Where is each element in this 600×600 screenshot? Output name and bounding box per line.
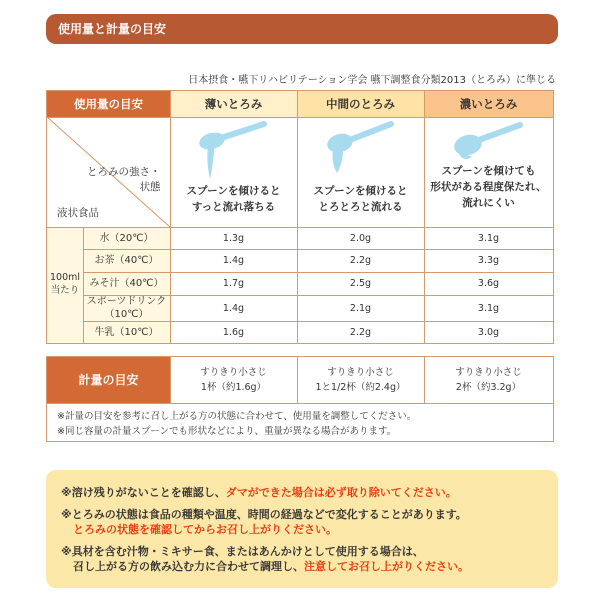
desc-thin-line2: すっと流れ落ちる — [191, 201, 276, 213]
grid-line — [47, 403, 553, 404]
grid-line — [83, 227, 84, 343]
value-cell: 2.5g — [349, 278, 372, 289]
value-cell: 3.3g — [477, 255, 500, 266]
spoon-amount-thin: すりきり小さじ 1杯（約1.6g） — [200, 367, 267, 393]
grid-line — [83, 272, 553, 273]
grid-line — [297, 357, 298, 403]
grid-line — [170, 91, 171, 343]
value-cell: 1.7g — [222, 278, 245, 289]
value-cell: 3.6g — [477, 278, 500, 289]
caution-line-5: 召し上がる方の飲み込む力に合わせて調理し、注意してお召し上がりください。 — [73, 560, 469, 573]
food-label: 液状食品 — [57, 207, 99, 219]
grid-line — [83, 295, 553, 296]
row-label-tea: お茶（40℃） — [83, 249, 170, 272]
caution-line-3: とろみの状態を確認してからお召し上がりください。 — [73, 523, 337, 536]
value-cell: 1.4g — [222, 255, 245, 266]
corner-header: 使用量の目安 — [47, 91, 170, 117]
grid-line — [47, 117, 553, 118]
value-cell: 2.2g — [349, 255, 372, 266]
value-cell: 2.2g — [349, 326, 372, 338]
caution-line-2: ※とろみの状態は食品の種類や温度、時間の経過などで変化することがあります。 — [61, 508, 467, 521]
spoon-medium-icon — [325, 121, 397, 183]
value-cell: 1.4g — [222, 302, 245, 314]
grid-line — [424, 357, 425, 403]
row-label-milk: 牛乳（10℃） — [83, 321, 170, 343]
value-cell: 3.0g — [477, 326, 500, 338]
desc-medium-line1: スプーンを傾けると — [313, 185, 408, 197]
desc-thick-line1: スプーンを傾けても — [441, 165, 536, 177]
spoon-amount-medium: すりきり小さじ 1と1/2杯（約2.4g） — [315, 367, 406, 393]
usage-table — [46, 90, 554, 344]
desc-medium — [297, 117, 424, 227]
value-cell: 1.3g — [222, 232, 245, 244]
row-label-sports-drink: スポーツドリンク（10℃） — [83, 295, 170, 321]
section-title: 使用量と計量の目安 — [46, 14, 558, 44]
level-header-thick: 濃いとろみ — [424, 91, 553, 117]
spoon-thin-icon — [198, 121, 270, 183]
standard-note: 日本摂食・嚥下リハビリテーション学会 嚥下調整食分類2013（とろみ）に準じる — [188, 75, 556, 86]
desc-thick — [424, 117, 553, 227]
caution-line-4: ※具材を含む汁物・ミキサー食、またはあんかけとして使用する場合は、 — [61, 545, 424, 558]
grid-line — [47, 227, 553, 228]
value-cell: 1.6g — [222, 326, 245, 338]
desc-thin — [170, 117, 297, 227]
level-header-thin: 薄いとろみ — [170, 91, 297, 117]
value-cell: 2.1g — [349, 302, 372, 314]
desc-thick-line3: 流れにくい — [462, 197, 515, 209]
diagonal-header-cell — [47, 117, 170, 227]
caution-box — [46, 470, 558, 588]
strength-label: とろみの強さ・ 状態 — [87, 166, 161, 193]
spoon-amount-thick: すりきり小さじ 2杯（約3.2g） — [455, 367, 522, 393]
row-label-miso-soup: みそ汁（40℃） — [83, 272, 170, 295]
row-label-water: 水（20℃） — [83, 227, 170, 249]
value-cell: 3.1g — [477, 232, 500, 244]
caution-line-1: ※溶け残りがないことを確認し、ダマができた場合は必ず取り除いてください。 — [61, 486, 457, 499]
grid-line — [424, 91, 425, 343]
desc-medium-line2: とろとろと流れる — [318, 201, 403, 213]
grid-line — [83, 321, 553, 322]
measure-note-1: ※計量の目安を参考に召し上がる方の状態に合わせて、使用量を調整してください。 — [57, 411, 417, 422]
desc-thick-line2: 形状がある程度保たれ、 — [430, 181, 547, 193]
measure-header: 計量の目安 — [47, 357, 170, 403]
desc-thin-line1: スプーンを傾けると — [186, 185, 281, 197]
grid-line — [297, 91, 298, 343]
measure-note-2: ※同じ容量の計量スプーンでも形状などにより、重量が異なる場合があります。 — [57, 426, 397, 437]
grid-line — [83, 249, 553, 250]
value-cell: 2.0g — [349, 232, 372, 244]
level-header-medium: 中間のとろみ — [297, 91, 424, 117]
value-cell: 3.1g — [477, 302, 500, 314]
grid-line — [170, 357, 171, 403]
measure-table — [46, 356, 554, 442]
per-100ml-label: 100ml 当たり — [47, 227, 83, 343]
